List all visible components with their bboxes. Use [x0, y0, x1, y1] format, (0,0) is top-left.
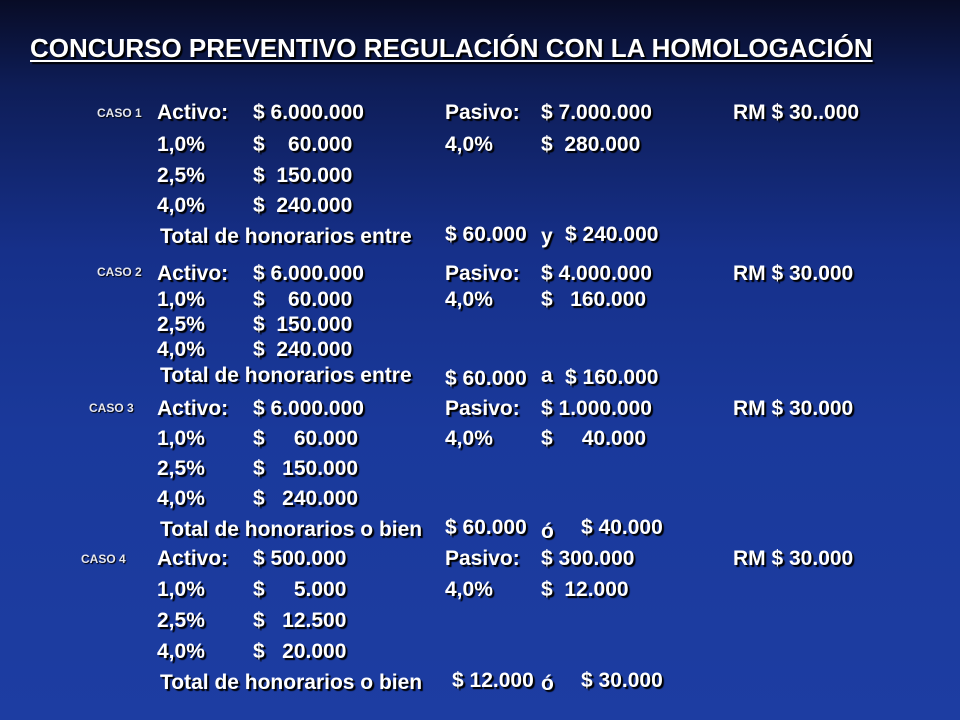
pasivo-pct: 4,0% [445, 427, 493, 450]
activo-label: Activo: [157, 547, 229, 570]
rm-value: RM $ 30..000 [733, 101, 860, 124]
slide-title: CONCURSO PREVENTIVO REGULACIÓN CON LA HOMOLOGACIÓN [30, 33, 873, 63]
pasivo-value: $ 1.000.000 [541, 397, 652, 420]
activo-fee: $ 60.000 [253, 288, 353, 311]
activo-fee: $ 60.000 [253, 427, 359, 450]
activo-pct: 2,5% [157, 609, 205, 632]
total-from: $ 60.000 [445, 367, 527, 390]
activo-pct: 1,0% [157, 578, 205, 601]
activo-fee: $ 20.000 [253, 640, 347, 663]
pasivo-label: Pasivo: [445, 547, 520, 570]
case-label: CASO 4 [81, 552, 126, 566]
pasivo-label: Pasivo: [445, 262, 520, 285]
total-to: $ 30.000 [581, 669, 663, 692]
total-from: $ 60.000 [445, 223, 527, 246]
total-from: $ 12.000 [452, 669, 534, 692]
activo-pct: 4,0% [157, 487, 205, 510]
total-to: $ 40.000 [581, 516, 663, 539]
pasivo-fee: $ 12.000 [541, 578, 629, 601]
activo-fee: $ 150.000 [253, 313, 353, 336]
activo-label: Activo: [157, 397, 229, 420]
activo-pct: 1,0% [157, 288, 205, 311]
pasivo-fee: $ 160.000 [541, 288, 647, 311]
total-connector: y [541, 225, 553, 248]
total-label: Total de honorarios entre [160, 364, 412, 387]
caso-2-block [0, 263, 960, 390]
pasivo-value: $ 4.000.000 [541, 262, 652, 285]
activo-fee: $ 60.000 [253, 133, 353, 156]
activo-value: $ 6.000.000 [253, 101, 364, 124]
activo-pct: 4,0% [157, 640, 205, 663]
activo-pct: 4,0% [157, 338, 205, 361]
total-label: Total de honorarios o bien [160, 671, 423, 694]
caso-4-block [0, 548, 960, 695]
activo-fee: $ 150.000 [253, 164, 353, 187]
activo-pct: 2,5% [157, 457, 205, 480]
case-label: CASO 3 [89, 401, 134, 415]
activo-pct: 2,5% [157, 164, 205, 187]
pasivo-pct: 4,0% [445, 133, 493, 156]
total-from: $ 60.000 [445, 516, 527, 539]
activo-fee: $ 12.500 [253, 609, 347, 632]
caso-1-block [0, 102, 960, 248]
pasivo-value: $ 300.000 [541, 547, 635, 570]
total-to: $ 160.000 [565, 366, 659, 389]
activo-value: $ 500.000 [253, 547, 347, 570]
rm-value: RM $ 30.000 [733, 547, 854, 570]
pasivo-fee: $ 280.000 [541, 133, 641, 156]
activo-pct: 4,0% [157, 194, 205, 217]
pasivo-fee: $ 40.000 [541, 427, 647, 450]
pasivo-value: $ 7.000.000 [541, 101, 652, 124]
rm-value: RM $ 30.000 [733, 262, 854, 285]
total-label: Total de honorarios o bien [160, 518, 423, 541]
pasivo-pct: 4,0% [445, 578, 493, 601]
pasivo-pct: 4,0% [445, 288, 493, 311]
total-connector: ó [541, 520, 554, 543]
total-connector: a [541, 364, 553, 387]
activo-pct: 1,0% [157, 133, 205, 156]
activo-fee: $ 240.000 [253, 487, 359, 510]
activo-value: $ 6.000.000 [253, 397, 364, 420]
case-label: CASO 2 [97, 265, 142, 279]
activo-fee: $ 5.000 [253, 578, 347, 601]
activo-value: $ 6.000.000 [253, 262, 364, 285]
case-label: CASO 1 [97, 106, 142, 120]
pasivo-label: Pasivo: [445, 397, 520, 420]
activo-fee: $ 240.000 [253, 338, 353, 361]
activo-pct: 1,0% [157, 427, 205, 450]
caso-3-block [0, 398, 960, 543]
rm-value: RM $ 30.000 [733, 397, 854, 420]
activo-fee: $ 240.000 [253, 194, 353, 217]
total-connector: ó [541, 672, 554, 695]
total-to: $ 240.000 [565, 223, 659, 246]
activo-label: Activo: [157, 101, 229, 124]
pasivo-label: Pasivo: [445, 101, 520, 124]
activo-label: Activo: [157, 262, 229, 285]
total-label: Total de honorarios entre [160, 225, 412, 248]
activo-fee: $ 150.000 [253, 457, 359, 480]
activo-pct: 2,5% [157, 313, 205, 336]
